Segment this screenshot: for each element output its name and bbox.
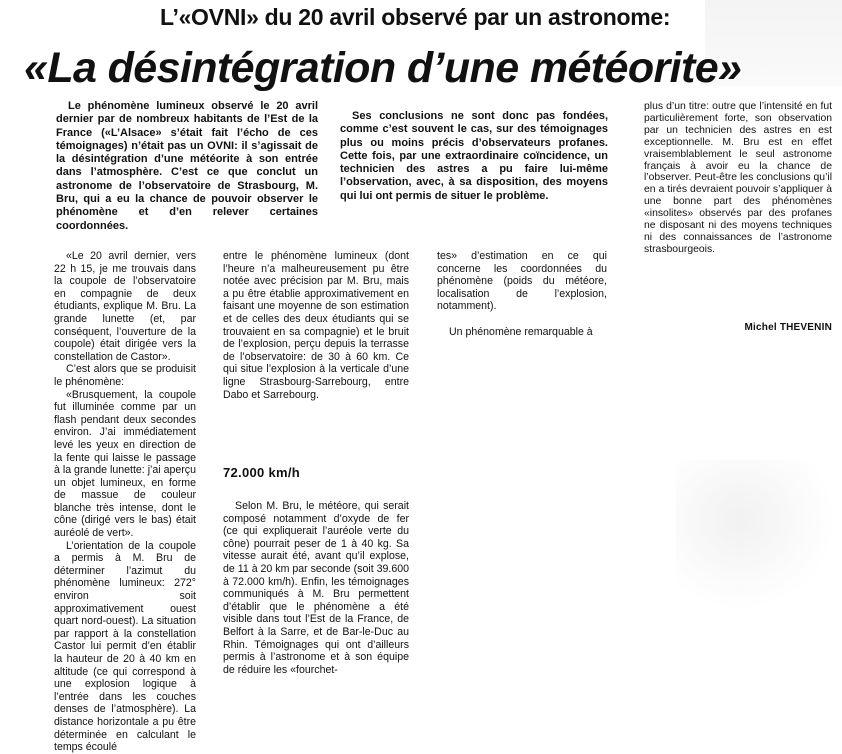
author-byline: Michel THEVENIN (744, 322, 832, 333)
body-paragraph: Selon M. Bru, le météore, qui serait composé notamment d’oxyde de fer (ce qui expliquerait l’auréole verte du cône) pourrait peser de 1 à 40 kg. Sa vitesse aurait été, avant qu’il explose, de 11 à 20 km par seconde (soit 39.600 à 72.000 km/h). Enfin, les témoignages communiqués à M. Bru permettent d’établir que le phénomène a été visible dans tout l’Est de la France, de Belfort à la Sarre, et de Bar-le-Duc au Rhin. Témoignages qui ont d’ailleurs permis à l’astronome et à son équipe de réduire les «fourchet- (223, 500, 409, 676)
section-subhead: 72.000 km/h (223, 465, 301, 480)
adjacent-page-bleed-lower (676, 460, 836, 610)
body-paragraph: C’est alors que se produisit le phénomène: (54, 363, 196, 388)
article-kicker: L’«OVNI» du 20 avril observé par un astronome: (160, 4, 671, 30)
body-paragraph: entre le phénomène lumineux (dont l’heure n’a malheureusement pu être notée avec précision par M. Bru, mais a pu être établie approximativement en faisant une moyenne de son estimation et de celles des deux étudiants qui se trouvaient en sa compagnie) et le bruit de l’explosion, perçu depuis la terrasse de l’observatoire: de 30 à 60 km. Ce qui situe l’explosion à la verticale d’une ligne Strasbourg-Sarrebourg, entre Dabo et Sarrebourg. (223, 250, 409, 401)
body-column-2-bottom (223, 500, 409, 676)
lead-column-1: Le phénomène lumineux observé le 20 avril dernier par de nombreux habitants de l’Est de la France («L’Alsace» s’était fait l’écho de ces témoignages) n’était pas un OVNI: il s’agissait de la désintégration d’une météorite à son entrée dans l’atmosphère. C’est ce que conclut un astronome de l’observatoire de Strasbourg, M. Bru, qui a eu la chance de pouvoir observer le phénomène et d’en relever certaines coordonnées. (56, 100, 318, 232)
body-column-1 (54, 250, 196, 754)
body-paragraph: «Brusquement, la coupole fut illuminée comme par un flash pendant deux secondes environ. J’ai immédiatement levé les yeux en direction de la fente qui laisse le passage à la grande lunette: j’ai aperçu un objet lumineux, en forme de massue de couleur blanche très intense, dont le cône (dirigé vers le bas) était auréolé de vert». (54, 388, 196, 540)
body-paragraph: L’orientation de la coupole a permis à M. Bru de déterminer l’azimut du phénomène lumineux: 272° environ soit approximativement ouest quart nord-ouest). La situation par rapport à la constellation Castor lui permit d’en établir la hauteur de 20 à 40 km en altitude (ce qui correspond à une explosion logique à l’entrée dans les couches denses de l’atmosphère). La distance horizontale a pu être déterminée en calculant le temps écoulé (54, 539, 196, 754)
body-paragraph: tes» d’estimation en ce qui concerne les coordonnées du phénomène (poids du météore, localisation de l’explosion, notamment). (437, 250, 607, 313)
body-column-3 (437, 250, 607, 339)
lead-column-3: plus d’un titre: outre que l’intensité en fut particulièrement forte, son observation par un technicien des astres en est exceptionnelle. M. Bru est en effet vraisemblablement le seul astronome français à avoir eu la chance de l’observer. Peut-être les conclusions qu’il en a tirés devraient pouvoir s’appliquer à une bonne part des phénomènes «insolites» observés par des profanes ne disposant ni des moyens techniques ni des connaissances de l’astronome strasbourgeois. (644, 101, 832, 255)
body-paragraph: «Le 20 avril dernier, vers 22 h 15, je me trouvais dans la coupole de l’observatoire en compagnie de deux étudiants, explique M. Bru. La grande lunette (et, par conséquent, l’ouverture de la coupole) était dirigée vers la constellation de Castor». (54, 250, 196, 363)
body-paragraph: Un phénomène remarquable à (449, 325, 593, 338)
lead-column-2: Ses conclusions ne sont donc pas fondées, comme c’est souvent le cas, sur des témoignages plus ou moins précis d’observateurs profanes. Cette fois, par une extraordinaire coïncidence, un technicien des astres a pu faire lui-même l’observation, avec, à sa disposition, des moyens qui lui ont permis de situer le problème. (340, 110, 608, 202)
article-headline: «La désintégration d’une météorite» (24, 44, 742, 92)
body-column-2-top (223, 250, 409, 401)
